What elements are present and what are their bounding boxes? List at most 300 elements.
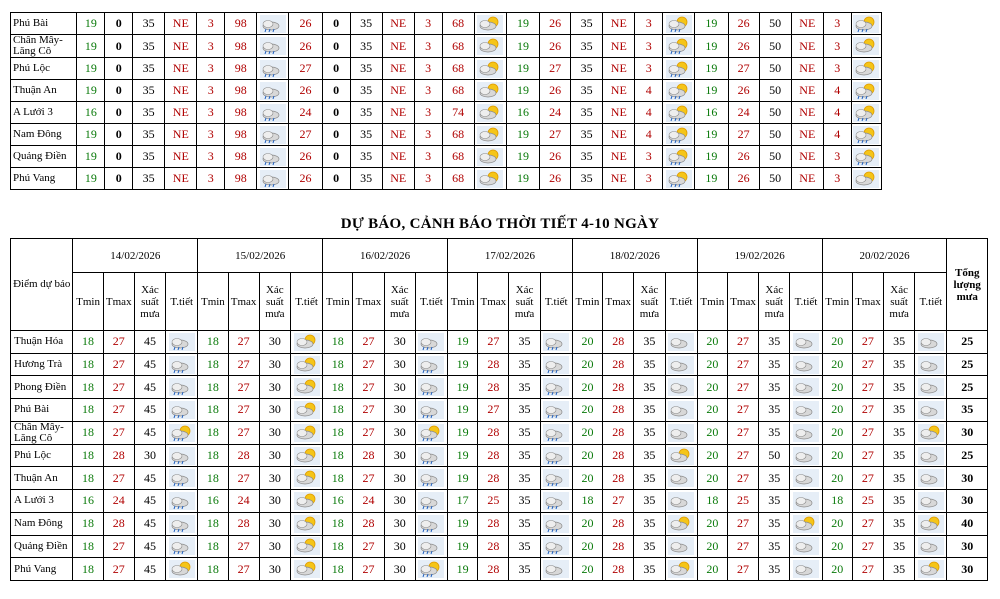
wind-dir-value: NE — [603, 80, 635, 102]
tmax-value: 27 — [852, 444, 883, 467]
rain-value: 0 — [322, 102, 350, 124]
cloud-icon — [918, 447, 944, 465]
prob-value: 50 — [759, 35, 791, 58]
tmax-value: 27 — [852, 535, 883, 558]
cloud-icon — [793, 492, 819, 510]
prob-value: 50 — [759, 124, 791, 146]
weather-cell — [257, 146, 289, 168]
total-rain-value: 30 — [947, 535, 988, 558]
tmax-value: 27 — [852, 399, 883, 422]
weather-cell — [166, 467, 198, 490]
sun-cloud-icon — [477, 170, 503, 188]
cloud-icon — [543, 560, 569, 578]
prob-value: 35 — [133, 35, 165, 58]
wind-dir-value: NE — [382, 102, 414, 124]
tmax-value: 27 — [103, 558, 134, 581]
wind-dir-value: NE — [791, 58, 823, 80]
weather-cell — [166, 376, 198, 399]
short-range-forecast-table — [10, 12, 882, 190]
tmin-header: Tmin — [323, 273, 353, 331]
cloud-rain-icon — [169, 333, 195, 351]
cloud-icon — [918, 469, 944, 487]
tmax-value: 28 — [603, 421, 634, 444]
date-header: 20/02/2026 — [822, 239, 947, 273]
table-row — [11, 168, 882, 190]
wind-level-value: 3 — [823, 146, 851, 168]
cloud-rain-icon — [260, 126, 286, 144]
rain-value: 0 — [105, 35, 133, 58]
tmax-value: 27 — [103, 399, 134, 422]
cloud-rain-icon — [260, 15, 286, 33]
weather-cell — [851, 146, 881, 168]
weather-cell — [665, 353, 697, 376]
wind-dir-value: NE — [382, 35, 414, 58]
humidity-value: 98 — [225, 168, 257, 190]
date-header: 16/02/2026 — [323, 239, 448, 273]
weather-cell — [851, 58, 881, 80]
cloud-rain-icon — [543, 537, 569, 555]
station-name: Hương Trà — [11, 353, 73, 376]
tmax-header: Tmax — [103, 273, 134, 331]
sun-cloud-rain-icon — [666, 148, 692, 166]
station-name: Phú Lộc — [11, 444, 73, 467]
tmin-value: 19 — [506, 146, 539, 168]
station-name: Phú Vang — [11, 168, 77, 190]
tmax-value: 28 — [103, 444, 134, 467]
prob-value: 35 — [350, 168, 382, 190]
cloud-icon — [793, 469, 819, 487]
weather-cell — [851, 13, 881, 35]
weather-cell — [540, 444, 572, 467]
tmin-value: 20 — [572, 535, 602, 558]
wind-dir-value: NE — [165, 124, 197, 146]
tmax-header: Tmax — [727, 273, 758, 331]
rain-prob-value: 35 — [509, 558, 540, 581]
cloud-rain-icon — [418, 378, 444, 396]
tmax-value: 26 — [540, 146, 571, 168]
cloud-rain-icon — [260, 104, 286, 122]
sun-cloud-icon — [477, 104, 503, 122]
tmin-value: 18 — [73, 376, 103, 399]
weather-cell — [851, 168, 881, 190]
tmin-value: 20 — [697, 353, 727, 376]
table-row — [11, 490, 988, 513]
rain-value: 0 — [322, 35, 350, 58]
header-row-fields — [11, 273, 988, 331]
weather-cell — [540, 376, 572, 399]
rain-prob-value: 30 — [384, 444, 415, 467]
rain-value: 0 — [322, 58, 350, 80]
tmax-value: 25 — [478, 490, 509, 513]
wind-level-value: 3 — [635, 146, 663, 168]
tmin-value: 16 — [695, 102, 728, 124]
tmax-value: 27 — [727, 467, 758, 490]
rain-prob-value: 30 — [259, 421, 290, 444]
wind-level-value: 3 — [635, 58, 663, 80]
cloud-rain-icon — [543, 401, 569, 419]
rain-prob-value: 35 — [759, 558, 790, 581]
tmax-value: 26 — [540, 35, 571, 58]
tmax-header: Tmax — [603, 273, 634, 331]
tmax-value: 27 — [353, 558, 384, 581]
rain-prob-value: 35 — [884, 535, 915, 558]
weather-cell — [290, 353, 322, 376]
cloud-icon — [793, 356, 819, 374]
tmin-value: 19 — [695, 13, 728, 35]
tmax-value: 27 — [727, 444, 758, 467]
tmin-value: 18 — [323, 467, 353, 490]
rain-prob-value: 35 — [509, 399, 540, 422]
tmin-value: 18 — [73, 512, 103, 535]
sun-cloud-rain-icon — [666, 104, 692, 122]
prob-value: 35 — [350, 13, 382, 35]
rain-prob-value: 35 — [634, 399, 665, 422]
table-row — [11, 102, 882, 124]
weather-cell — [790, 331, 822, 354]
tmin-value: 19 — [448, 558, 478, 581]
cloud-rain-icon — [543, 424, 569, 442]
tmax-value: 27 — [852, 512, 883, 535]
weather-cell — [790, 421, 822, 444]
wind-dir-value: NE — [791, 80, 823, 102]
wind-dir-value: NE — [382, 80, 414, 102]
tmax-value: 27 — [727, 512, 758, 535]
tmin-value: 20 — [697, 399, 727, 422]
weather-cell — [790, 535, 822, 558]
rain-prob-header: Xác suất mưa — [384, 273, 415, 331]
rain-prob-value: 30 — [384, 467, 415, 490]
tmin-value: 20 — [697, 512, 727, 535]
tmax-value: 27 — [228, 421, 259, 444]
tmin-header: Tmin — [822, 273, 852, 331]
rain-prob-value: 35 — [509, 467, 540, 490]
rain-prob-value: 30 — [384, 421, 415, 444]
tmax-value: 28 — [603, 558, 634, 581]
wind-level-value: 3 — [414, 102, 442, 124]
weather-cell — [540, 535, 572, 558]
wind-level-value: 3 — [197, 35, 225, 58]
weather-cell — [166, 444, 198, 467]
rain-prob-value: 35 — [634, 535, 665, 558]
cloud-rain-icon — [543, 378, 569, 396]
cloud-rain-icon — [418, 469, 444, 487]
rain-prob-value: 30 — [259, 467, 290, 490]
station-name: Thuận An — [11, 80, 77, 102]
station-name: Chân Mây-Lăng Cô — [11, 35, 77, 58]
tmin-value: 18 — [73, 353, 103, 376]
table-row — [11, 444, 988, 467]
prob-value: 35 — [133, 102, 165, 124]
weather-cell — [474, 102, 506, 124]
sun-cloud-rain-icon — [666, 15, 692, 33]
tmax-value: 28 — [603, 467, 634, 490]
tmax-value: 27 — [727, 353, 758, 376]
cloud-rain-icon — [169, 492, 195, 510]
sun-cloud-icon — [853, 37, 879, 55]
cloud-rain-icon — [169, 401, 195, 419]
tmax-value: 28 — [478, 421, 509, 444]
rain-prob-value: 35 — [884, 512, 915, 535]
weather-cell — [290, 512, 322, 535]
weather-cell — [665, 331, 697, 354]
tmin-value: 20 — [572, 376, 602, 399]
sun-cloud-icon — [169, 560, 195, 578]
tmin-value: 19 — [448, 467, 478, 490]
weather-cell — [915, 535, 947, 558]
weather-cell — [290, 421, 322, 444]
rain-prob-header: Xác suất mưa — [634, 273, 665, 331]
tmin-value: 19 — [448, 421, 478, 444]
weather-cell — [663, 124, 695, 146]
rain-prob-value: 35 — [634, 467, 665, 490]
tmin-value: 18 — [323, 331, 353, 354]
weather-cell — [915, 444, 947, 467]
tmin-value: 19 — [77, 13, 105, 35]
tmax-value: 28 — [478, 558, 509, 581]
cloud-icon — [918, 492, 944, 510]
cloud-rain-icon — [543, 447, 569, 465]
tmin-value: 18 — [198, 376, 228, 399]
prob-value: 35 — [571, 146, 603, 168]
weather-cell — [415, 467, 447, 490]
wind-level-value: 3 — [197, 168, 225, 190]
sun-cloud-rain-icon — [853, 15, 879, 33]
tmin-value: 18 — [323, 399, 353, 422]
wind-dir-value: NE — [382, 58, 414, 80]
tmax-value: 27 — [228, 467, 259, 490]
sun-cloud-icon — [294, 492, 320, 510]
cloud-rain-icon — [418, 401, 444, 419]
weather-cell — [540, 558, 572, 581]
table-row — [11, 58, 882, 80]
tmax-value: 27 — [228, 558, 259, 581]
weather-cell — [790, 353, 822, 376]
weather-cell — [665, 558, 697, 581]
sun-cloud-icon — [294, 515, 320, 533]
tmin-header: Tmin — [697, 273, 727, 331]
sun-cloud-rain-icon — [666, 170, 692, 188]
sun-cloud-icon — [853, 170, 879, 188]
tmax-header: Tmax — [353, 273, 384, 331]
wind-level-value: 3 — [823, 35, 851, 58]
prob-value: 50 — [759, 102, 791, 124]
weather-cell — [415, 535, 447, 558]
rain-prob-value: 35 — [634, 512, 665, 535]
rain-prob-value: 30 — [384, 399, 415, 422]
wind-level-value: 4 — [823, 80, 851, 102]
tmin-value: 19 — [448, 353, 478, 376]
station-name: Phú Bài — [11, 13, 77, 35]
wind-level-value: 3 — [197, 58, 225, 80]
table-row — [11, 35, 882, 58]
tmin-value: 19 — [77, 168, 105, 190]
tmin-header: Tmin — [73, 273, 103, 331]
wind-dir-value: NE — [165, 58, 197, 80]
table-row — [11, 467, 988, 490]
prob-value: 50 — [759, 58, 791, 80]
tmin-value: 19 — [448, 444, 478, 467]
prob-value: 35 — [350, 35, 382, 58]
weather-cell — [915, 558, 947, 581]
tmax-header: Tmax — [852, 273, 883, 331]
rain-prob-value: 30 — [384, 558, 415, 581]
tmin-value: 20 — [572, 467, 602, 490]
wind-dir-value: NE — [603, 102, 635, 124]
tmax-value: 27 — [103, 535, 134, 558]
wind-dir-value: NE — [165, 35, 197, 58]
wind-level-value: 3 — [823, 58, 851, 80]
cloud-icon — [668, 378, 694, 396]
rain-prob-value: 35 — [884, 467, 915, 490]
weather-cell — [257, 35, 289, 58]
cloud-icon — [668, 424, 694, 442]
tmax-value: 27 — [103, 467, 134, 490]
cloud-rain-icon — [543, 515, 569, 533]
rain-value: 0 — [105, 146, 133, 168]
tmin-value: 17 — [448, 490, 478, 513]
tmin-value: 18 — [73, 558, 103, 581]
weather-cell — [540, 353, 572, 376]
tmin-value: 20 — [822, 444, 852, 467]
wind-dir-value: NE — [791, 146, 823, 168]
wind-level-value: 3 — [197, 13, 225, 35]
tmin-value: 19 — [695, 58, 728, 80]
tmax-value: 27 — [228, 376, 259, 399]
wind-level-value: 3 — [823, 13, 851, 35]
tmin-value: 20 — [572, 421, 602, 444]
weather-header: T.tiết — [415, 273, 447, 331]
cloud-icon — [793, 560, 819, 578]
sun-cloud-icon — [853, 60, 879, 78]
tmin-value: 16 — [506, 102, 539, 124]
rain-prob-value: 35 — [884, 376, 915, 399]
prob-value: 35 — [350, 102, 382, 124]
tmax-value: 27 — [852, 331, 883, 354]
tmax-value: 27 — [103, 421, 134, 444]
tmin-value: 16 — [323, 490, 353, 513]
tmin-value: 18 — [73, 467, 103, 490]
tmin-value: 20 — [697, 467, 727, 490]
rain-prob-value: 35 — [884, 399, 915, 422]
weather-header: T.tiết — [915, 273, 947, 331]
tmax-value: 25 — [852, 490, 883, 513]
weather-cell — [290, 331, 322, 354]
wind-dir-value: NE — [165, 102, 197, 124]
weather-cell — [415, 512, 447, 535]
tmax-value: 28 — [603, 512, 634, 535]
rain-prob-value: 30 — [134, 444, 165, 467]
tmin-value: 16 — [73, 490, 103, 513]
rain-value: 0 — [105, 102, 133, 124]
tmin-value: 20 — [697, 331, 727, 354]
tmax-value: 27 — [852, 353, 883, 376]
weather-cell — [663, 102, 695, 124]
tmin-value: 20 — [697, 376, 727, 399]
humidity-value: 98 — [225, 102, 257, 124]
tmax-value: 27 — [727, 421, 758, 444]
cloud-rain-icon — [260, 82, 286, 100]
sun-cloud-icon — [793, 515, 819, 533]
tmax-value: 26 — [289, 13, 322, 35]
weather-cell — [166, 535, 198, 558]
cloud-rain-icon — [169, 469, 195, 487]
sun-cloud-icon — [294, 447, 320, 465]
rain-prob-value: 45 — [134, 467, 165, 490]
weather-cell — [790, 558, 822, 581]
weather-cell — [540, 490, 572, 513]
humidity-value: 68 — [442, 58, 474, 80]
rain-prob-value: 45 — [134, 535, 165, 558]
tmax-value: 28 — [478, 535, 509, 558]
cloud-rain-icon — [169, 537, 195, 555]
tmax-value: 27 — [228, 535, 259, 558]
wind-level-value: 3 — [414, 168, 442, 190]
sun-cloud-icon — [294, 469, 320, 487]
rain-prob-header: Xác suất mưa — [259, 273, 290, 331]
rain-value: 0 — [105, 80, 133, 102]
weather-cell — [415, 490, 447, 513]
prob-value: 35 — [350, 146, 382, 168]
rain-prob-value: 35 — [509, 353, 540, 376]
sun-cloud-rain-icon — [853, 82, 879, 100]
tmax-value: 28 — [478, 444, 509, 467]
tmin-value: 18 — [323, 376, 353, 399]
tmin-value: 18 — [822, 490, 852, 513]
sun-cloud-icon — [294, 333, 320, 351]
prob-value: 35 — [350, 80, 382, 102]
date-header: 19/02/2026 — [697, 239, 822, 273]
tmax-value: 27 — [228, 353, 259, 376]
date-header: 18/02/2026 — [572, 239, 697, 273]
rain-prob-value: 35 — [759, 512, 790, 535]
wind-dir-value: NE — [382, 168, 414, 190]
tmin-value: 19 — [506, 168, 539, 190]
tmax-value: 28 — [603, 376, 634, 399]
tmax-value: 26 — [728, 13, 759, 35]
tmax-value: 27 — [727, 558, 758, 581]
wind-dir-value: NE — [603, 146, 635, 168]
sun-cloud-icon — [477, 148, 503, 166]
humidity-value: 98 — [225, 13, 257, 35]
weather-cell — [474, 80, 506, 102]
sun-cloud-rain-icon — [169, 424, 195, 442]
rain-prob-value: 30 — [259, 399, 290, 422]
table-row — [11, 331, 988, 354]
cloud-rain-icon — [260, 148, 286, 166]
tmin-value: 18 — [198, 558, 228, 581]
tmax-value: 28 — [603, 353, 634, 376]
tmin-header: Tmin — [198, 273, 228, 331]
weather-cell — [790, 490, 822, 513]
total-rain-value: 30 — [947, 558, 988, 581]
prob-value: 35 — [350, 58, 382, 80]
wind-dir-value: NE — [382, 146, 414, 168]
wind-level-value: 4 — [635, 124, 663, 146]
sun-cloud-icon — [294, 356, 320, 374]
rain-value: 0 — [322, 168, 350, 190]
tmax-value: 24 — [103, 490, 134, 513]
tmax-value: 27 — [727, 399, 758, 422]
weather-cell — [851, 124, 881, 146]
tmax-value: 27 — [852, 467, 883, 490]
sun-cloud-icon — [668, 560, 694, 578]
weather-cell — [257, 13, 289, 35]
cloud-rain-icon — [260, 37, 286, 55]
total-rain-value: 25 — [947, 444, 988, 467]
station-name: Phú Bài — [11, 399, 73, 422]
wind-level-value: 3 — [635, 168, 663, 190]
weather-cell — [540, 512, 572, 535]
